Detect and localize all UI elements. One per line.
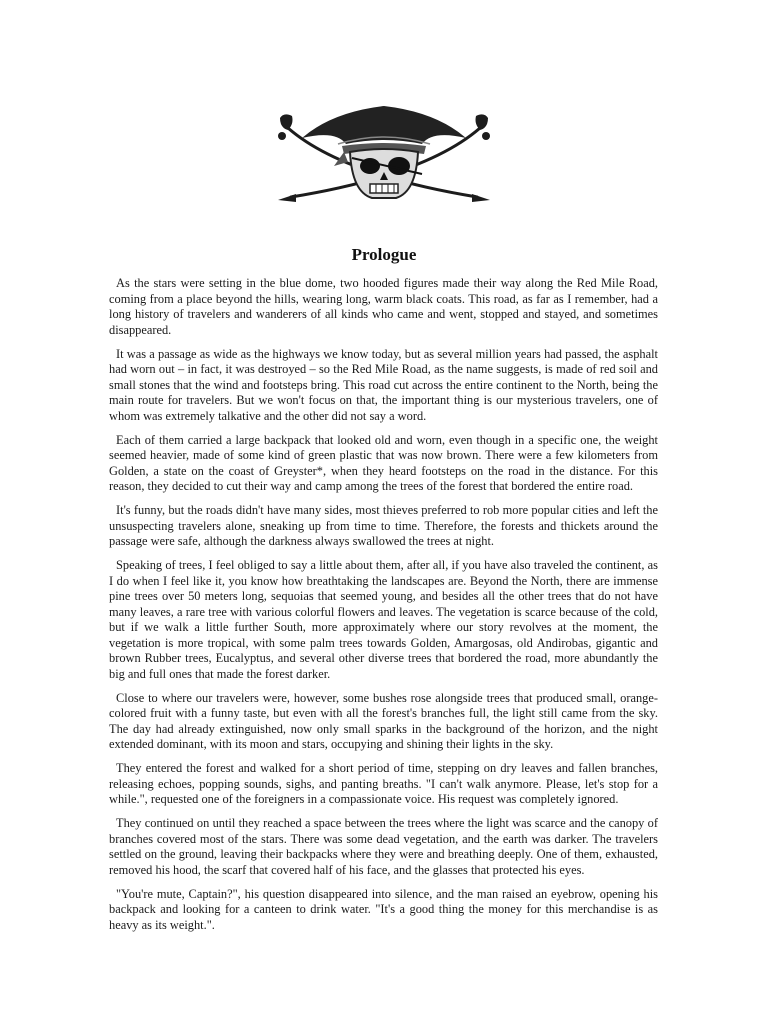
paragraph: Speaking of trees, I feel obliged to say a little about them, after all, if you have also traveled the continent, as I do when I feel like it, you know how breathtaking the landscapes are. Beyond the North, there are immense pine trees over 50 meters long, sequoias that seemed young, and besides all the other trees that do not have many leaves, a rare tree with various colorful flowers and leaves. The vegetation is scarce because of the cold, but if we walk a little further South, more approximately where our story revolves at the moment, the vegetation is more tropical, with some palm trees towards Golden, Amargosas, old Andirobas, gigantic and brown Rubber trees, Eucalyptus, and several other diverse trees that bordered the road, more abundantly the big and full ones that made the forest darker. [109, 558, 658, 681]
chapter-title: Prologue [351, 245, 417, 264]
paragraph: Close to where our travelers were, however, some bushes rose alongside trees that produced small, orange-colored fruit with a funny taste, but even with all the forest's branches full, the light still came from the sky. The day had already extinguished, now only small sparks in the background of the horizon, and the night extended dominant, with its moon and stars, occupying and shining their lights in the sky. [109, 690, 658, 751]
paragraph: It's funny, but the roads didn't have many sides, most thieves preferred to rob more popular cities and left the unsuspecting travelers alone, sneaking up from time to time. Therefore, the forests and thickets around the passage were safe, although the darkness always swallowed the trees at night. [109, 503, 658, 548]
chapter-body [109, 276, 658, 942]
pirate-skull-emblem-icon [272, 100, 496, 206]
paragraph: They continued on until they reached a space between the trees where the light was scarce and the canopy of branches covered most of the stars. There was some dead vegetation, and the earth was darker. The travelers settled on the ground, leaving their backpacks where they were and breathing deeply. One of them, exhausted, removed his hood, the scarf that covered half of his face, and the glasses that protected his eyes. [109, 816, 658, 877]
paragraph: It was a passage as wide as the highways we know today, but as several million years had passed, the asphalt had worn out – in fact, it was destroyed – so the Red Mile Road, as the name suggests, is made of red soil and small stones that the wind and footsteps bring. This road cut across the entire continent to the North, being the main route for travelers. But we won't focus on that, the important thing is our mysterious travelers, one of whom was extremely talkative and the other did not say a word. [109, 346, 658, 423]
paragraph: Each of them carried a large backpack that looked old and worn, even though in a specific one, the weight seemed heavier, made of some kind of green plastic that was now brown. There were a few kilometers from Golden, a state on the coast of Greyster*, when they heard footsteps on the road in the distance. For this reason, they decided to cut their way and camp among the trees of the forest that bordered the entire road. [109, 432, 658, 493]
paragraph: As the stars were setting in the blue dome, two hooded figures made their way along the Red Mile Road, coming from a place beyond the hills, wearing long, warm black coats. This road, as far as I remember, had a long history of travelers and wanderers of all kinds who came and went, stopped and stayed, and sometimes disappeared. [109, 276, 658, 337]
paragraph: "You're mute, Captain?", his question disappeared into silence, and the man raised an eyebrow, opening his backpack and looking for a canteen to drink water. "It's a good thing the money for this merchandise is as heavy as its weight.". [109, 886, 658, 932]
paragraph: They entered the forest and walked for a short period of time, stepping on dry leaves and fallen branches, releasing echoes, popping sounds, sighs, and panting breaths. "I can't walk anymore. Please, let's stop for a while.", requested one of the foreigners in a compassionate voice. His request was completely ignored. [109, 761, 658, 806]
